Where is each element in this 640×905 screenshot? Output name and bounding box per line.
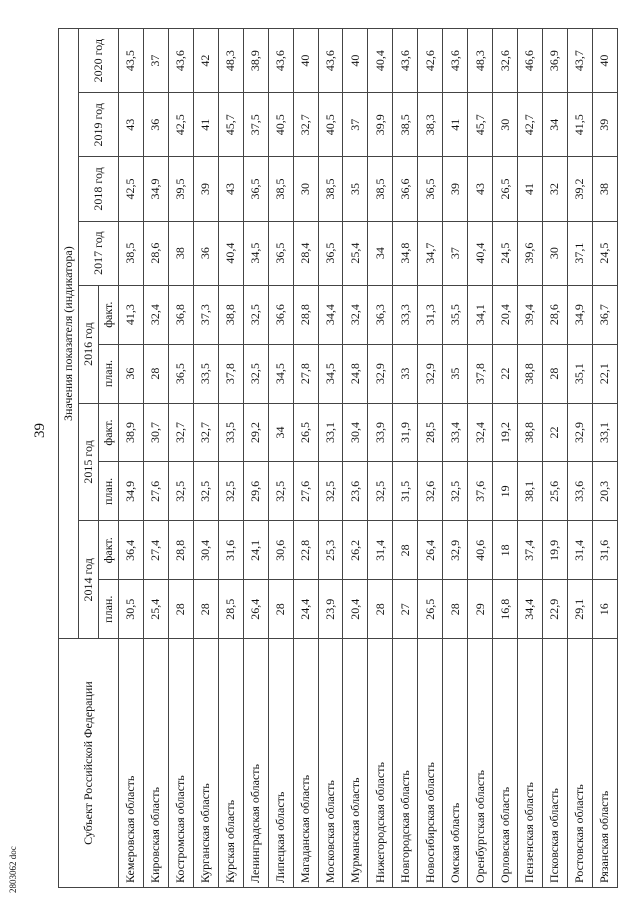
value-cell: 32,7	[193, 403, 218, 462]
footer-code: 2803062 doc	[8, 846, 18, 893]
value-cell: 40,5	[318, 93, 343, 157]
value-cell: 22,1	[592, 344, 617, 403]
value-cell: 36,5	[418, 157, 443, 221]
value-cell: 33	[393, 344, 418, 403]
value-cell: 43,6	[443, 29, 468, 93]
table-row	[443, 29, 468, 888]
value-cell: 24,8	[343, 344, 368, 403]
value-cell: 36,7	[592, 285, 617, 344]
region-name: Ленинградская область	[243, 639, 268, 888]
subject-header: Субъект Российской Федерации	[59, 639, 119, 888]
value-cell: 20,4	[493, 285, 518, 344]
value-cell: 43,6	[393, 29, 418, 93]
plan-header: план.	[99, 344, 119, 403]
value-cell: 37	[343, 93, 368, 157]
value-cell: 31,3	[418, 285, 443, 344]
value-cell: 42,5	[119, 157, 144, 221]
region-name: Липецкая область	[268, 639, 293, 888]
value-cell: 34,9	[567, 285, 592, 344]
value-cell: 40	[592, 29, 617, 93]
page-number: 39	[32, 423, 48, 438]
value-cell: 28	[168, 580, 193, 639]
value-cell: 32,7	[293, 93, 318, 157]
value-cell: 38,8	[518, 344, 543, 403]
value-cell: 31,6	[592, 521, 617, 580]
value-cell: 33,3	[393, 285, 418, 344]
value-cell: 36	[143, 93, 168, 157]
value-cell: 22	[542, 403, 567, 462]
value-cell: 37,8	[218, 344, 243, 403]
value-cell: 28	[193, 580, 218, 639]
value-cell: 46,6	[518, 29, 543, 93]
value-cell: 30,6	[268, 521, 293, 580]
value-cell: 38,5	[318, 157, 343, 221]
value-cell: 43	[468, 157, 493, 221]
value-cell: 33,6	[567, 462, 592, 521]
value-cell: 28	[393, 521, 418, 580]
region-name: Пензенская область	[518, 639, 543, 888]
region-name: Омская область	[443, 639, 468, 888]
region-name: Нижегородская область	[368, 639, 393, 888]
year-2014-header: 2014 год	[79, 521, 99, 639]
value-cell: 23,6	[343, 462, 368, 521]
value-cell: 32	[542, 157, 567, 221]
value-cell: 31,4	[567, 521, 592, 580]
value-cell: 32,9	[443, 521, 468, 580]
value-cell: 43,6	[268, 29, 293, 93]
table-row	[218, 29, 243, 888]
value-cell: 31,5	[393, 462, 418, 521]
table-row	[243, 29, 268, 888]
value-cell: 34,4	[318, 285, 343, 344]
value-cell: 29,2	[243, 403, 268, 462]
value-cell: 36,8	[168, 285, 193, 344]
value-cell: 39	[443, 157, 468, 221]
value-cell: 25,4	[343, 221, 368, 285]
year-2020-header: 2020 год	[79, 29, 119, 93]
region-name: Кемеровская область	[119, 639, 144, 888]
value-cell: 36,5	[268, 221, 293, 285]
value-cell: 26,5	[418, 580, 443, 639]
plan-header: план.	[99, 580, 119, 639]
value-cell: 29	[468, 580, 493, 639]
value-cell: 32,9	[418, 344, 443, 403]
value-cell: 34,5	[243, 221, 268, 285]
value-cell: 18	[493, 521, 518, 580]
value-cell: 19,9	[542, 521, 567, 580]
table-row	[468, 29, 493, 888]
value-cell: 38	[592, 157, 617, 221]
value-cell: 43,7	[567, 29, 592, 93]
value-cell: 33,5	[218, 403, 243, 462]
value-cell: 42,6	[418, 29, 443, 93]
value-cell: 32,5	[318, 462, 343, 521]
value-cell: 43,5	[119, 29, 144, 93]
region-name: Курская область	[218, 639, 243, 888]
table-row	[368, 29, 393, 888]
table-row	[343, 29, 368, 888]
value-cell: 43,6	[168, 29, 193, 93]
value-cell: 38,1	[518, 462, 543, 521]
value-cell: 33,1	[318, 403, 343, 462]
value-cell: 37,6	[468, 462, 493, 521]
value-cell: 20,4	[343, 580, 368, 639]
value-cell: 19	[493, 462, 518, 521]
value-cell: 27,4	[143, 521, 168, 580]
value-cell: 28,4	[293, 221, 318, 285]
region-name: Новосибирская область	[418, 639, 443, 888]
value-cell: 38,9	[119, 403, 144, 462]
value-cell: 34,1	[468, 285, 493, 344]
value-cell: 24,4	[293, 580, 318, 639]
value-cell: 28	[542, 344, 567, 403]
value-cell: 34,9	[119, 462, 144, 521]
value-cell: 31,4	[368, 521, 393, 580]
table-row	[542, 29, 567, 888]
region-name: Оренбургская область	[468, 639, 493, 888]
table-row	[293, 29, 318, 888]
value-cell: 32,5	[168, 462, 193, 521]
value-cell: 30,4	[193, 521, 218, 580]
region-name: Мурманская область	[343, 639, 368, 888]
value-cell: 33,1	[592, 403, 617, 462]
value-cell: 34,4	[518, 580, 543, 639]
year-2018-header: 2018 год	[79, 157, 119, 221]
value-cell: 30,7	[143, 403, 168, 462]
value-cell: 34,8	[393, 221, 418, 285]
region-name: Костромская область	[168, 639, 193, 888]
value-cell: 16	[592, 580, 617, 639]
region-name: Кировская область	[143, 639, 168, 888]
value-cell: 38,9	[243, 29, 268, 93]
value-cell: 24,5	[592, 221, 617, 285]
value-cell: 22	[493, 344, 518, 403]
value-cell: 32,5	[193, 462, 218, 521]
value-cell: 34	[268, 403, 293, 462]
value-cell: 25,4	[143, 580, 168, 639]
value-cell: 32,5	[268, 462, 293, 521]
value-cell: 19,2	[493, 403, 518, 462]
value-cell: 43,6	[318, 29, 343, 93]
value-cell: 36	[119, 344, 144, 403]
table-row	[119, 29, 144, 888]
value-cell: 30	[493, 93, 518, 157]
value-cell: 34,9	[143, 157, 168, 221]
table-row	[418, 29, 443, 888]
value-cell: 37,5	[243, 93, 268, 157]
value-cell: 26,4	[418, 521, 443, 580]
value-cell: 30,4	[343, 403, 368, 462]
value-cell: 28	[268, 580, 293, 639]
value-cell: 39	[592, 93, 617, 157]
value-cell: 28	[443, 580, 468, 639]
region-name: Московская область	[318, 639, 343, 888]
value-cell: 36,6	[268, 285, 293, 344]
value-cell: 29,1	[567, 580, 592, 639]
value-cell: 20,3	[592, 462, 617, 521]
value-cell: 42,5	[168, 93, 193, 157]
value-cell: 37,3	[193, 285, 218, 344]
value-cell: 45,7	[218, 93, 243, 157]
fact-header: факт.	[99, 285, 119, 344]
value-cell: 33,5	[193, 344, 218, 403]
value-cell: 32,5	[368, 462, 393, 521]
value-cell: 32,5	[243, 285, 268, 344]
value-cell: 28,5	[418, 403, 443, 462]
value-cell: 39	[193, 157, 218, 221]
value-cell: 37	[143, 29, 168, 93]
table-row	[518, 29, 543, 888]
table-row	[567, 29, 592, 888]
indicator-header: Значения показателя (индикатора)	[59, 29, 79, 639]
value-cell: 36	[193, 221, 218, 285]
value-cell: 40,4	[218, 221, 243, 285]
value-cell: 27	[393, 580, 418, 639]
value-cell: 34	[368, 221, 393, 285]
region-name: Ростовская область	[567, 639, 592, 888]
plan-header: план.	[99, 462, 119, 521]
value-cell: 26,5	[493, 157, 518, 221]
region-name: Рязанская область	[592, 639, 617, 888]
value-cell: 30	[293, 157, 318, 221]
value-cell: 29,6	[243, 462, 268, 521]
value-cell: 26,2	[343, 521, 368, 580]
value-cell: 43	[218, 157, 243, 221]
value-cell: 38,5	[119, 221, 144, 285]
value-cell: 34	[542, 93, 567, 157]
value-cell: 39,5	[168, 157, 193, 221]
value-cell: 31,6	[218, 521, 243, 580]
value-cell: 36,4	[119, 521, 144, 580]
value-cell: 39,2	[567, 157, 592, 221]
value-cell: 30,5	[119, 580, 144, 639]
value-cell: 38,8	[518, 403, 543, 462]
value-cell: 32,5	[243, 344, 268, 403]
table-row	[318, 29, 343, 888]
table-row	[592, 29, 617, 888]
value-cell: 23,9	[318, 580, 343, 639]
value-cell: 45,7	[468, 93, 493, 157]
value-cell: 37,8	[468, 344, 493, 403]
value-cell: 48,3	[218, 29, 243, 93]
value-cell: 42,7	[518, 93, 543, 157]
value-cell: 27,8	[293, 344, 318, 403]
table-row	[168, 29, 193, 888]
value-cell: 37,4	[518, 521, 543, 580]
value-cell: 41	[518, 157, 543, 221]
value-cell: 40	[343, 29, 368, 93]
value-cell: 28,6	[143, 221, 168, 285]
value-cell: 34,5	[268, 344, 293, 403]
region-name: Курганская область	[193, 639, 218, 888]
value-cell: 34,5	[318, 344, 343, 403]
value-cell: 30	[542, 221, 567, 285]
value-cell: 35	[443, 344, 468, 403]
value-cell: 38,5	[393, 93, 418, 157]
value-cell: 28,8	[168, 521, 193, 580]
value-cell: 32,5	[443, 462, 468, 521]
year-2017-header: 2017 год	[79, 221, 119, 285]
value-cell: 37,1	[567, 221, 592, 285]
value-cell: 32,6	[493, 29, 518, 93]
value-cell: 22,9	[542, 580, 567, 639]
value-cell: 36,5	[168, 344, 193, 403]
value-cell: 41	[443, 93, 468, 157]
value-cell: 37	[443, 221, 468, 285]
value-cell: 39,4	[518, 285, 543, 344]
value-cell: 48,3	[468, 29, 493, 93]
value-cell: 41	[193, 93, 218, 157]
value-cell: 28	[368, 580, 393, 639]
value-cell: 32,7	[168, 403, 193, 462]
value-cell: 38,8	[218, 285, 243, 344]
value-cell: 26,4	[243, 580, 268, 639]
value-cell: 35,5	[443, 285, 468, 344]
fact-header: факт.	[99, 403, 119, 462]
value-cell: 42	[193, 29, 218, 93]
value-cell: 33,9	[368, 403, 393, 462]
value-cell: 38,5	[368, 157, 393, 221]
value-cell: 43	[119, 93, 144, 157]
table-body	[119, 29, 618, 888]
value-cell: 25,3	[318, 521, 343, 580]
value-cell: 28	[143, 344, 168, 403]
value-cell: 26,5	[293, 403, 318, 462]
value-cell: 16,8	[493, 580, 518, 639]
table-row	[493, 29, 518, 888]
region-name: Орловская область	[493, 639, 518, 888]
value-cell: 32,9	[368, 344, 393, 403]
value-cell: 27,6	[293, 462, 318, 521]
indicator-table	[58, 28, 618, 888]
value-cell: 40,4	[368, 29, 393, 93]
table-row	[268, 29, 293, 888]
value-cell: 28,8	[293, 285, 318, 344]
fact-header: факт.	[99, 521, 119, 580]
value-cell: 27,6	[143, 462, 168, 521]
value-cell: 36,5	[318, 221, 343, 285]
value-cell: 36,6	[393, 157, 418, 221]
value-cell: 32,5	[218, 462, 243, 521]
value-cell: 39,9	[368, 93, 393, 157]
value-cell: 24,1	[243, 521, 268, 580]
value-cell: 36,5	[243, 157, 268, 221]
value-cell: 31,9	[393, 403, 418, 462]
value-cell: 32,4	[343, 285, 368, 344]
rotated-table-wrapper	[58, 28, 618, 888]
value-cell: 41,3	[119, 285, 144, 344]
value-cell: 32,6	[418, 462, 443, 521]
value-cell: 35	[343, 157, 368, 221]
value-cell: 32,4	[143, 285, 168, 344]
value-cell: 39,6	[518, 221, 543, 285]
value-cell: 34,7	[418, 221, 443, 285]
value-cell: 32,9	[567, 403, 592, 462]
table-row	[143, 29, 168, 888]
value-cell: 40	[293, 29, 318, 93]
region-name: Псковская область	[542, 639, 567, 888]
region-name: Магаданская область	[293, 639, 318, 888]
value-cell: 33,4	[443, 403, 468, 462]
value-cell: 40,5	[268, 93, 293, 157]
value-cell: 25,6	[542, 462, 567, 521]
value-cell: 38,5	[268, 157, 293, 221]
value-cell: 40,4	[468, 221, 493, 285]
value-cell: 36,9	[542, 29, 567, 93]
value-cell: 28,5	[218, 580, 243, 639]
table-row	[193, 29, 218, 888]
value-cell: 36,3	[368, 285, 393, 344]
value-cell: 41,5	[567, 93, 592, 157]
value-cell: 38,3	[418, 93, 443, 157]
year-2019-header: 2019 год	[79, 93, 119, 157]
value-cell: 35,1	[567, 344, 592, 403]
value-cell: 40,6	[468, 521, 493, 580]
value-cell: 24,5	[493, 221, 518, 285]
value-cell: 22,8	[293, 521, 318, 580]
value-cell: 38	[168, 221, 193, 285]
table-row	[393, 29, 418, 888]
region-name: Новгородская область	[393, 639, 418, 888]
year-2015-header: 2015 год	[79, 403, 99, 521]
year-2016-header: 2016 год	[79, 285, 99, 403]
value-cell: 28,6	[542, 285, 567, 344]
value-cell: 32,4	[468, 403, 493, 462]
